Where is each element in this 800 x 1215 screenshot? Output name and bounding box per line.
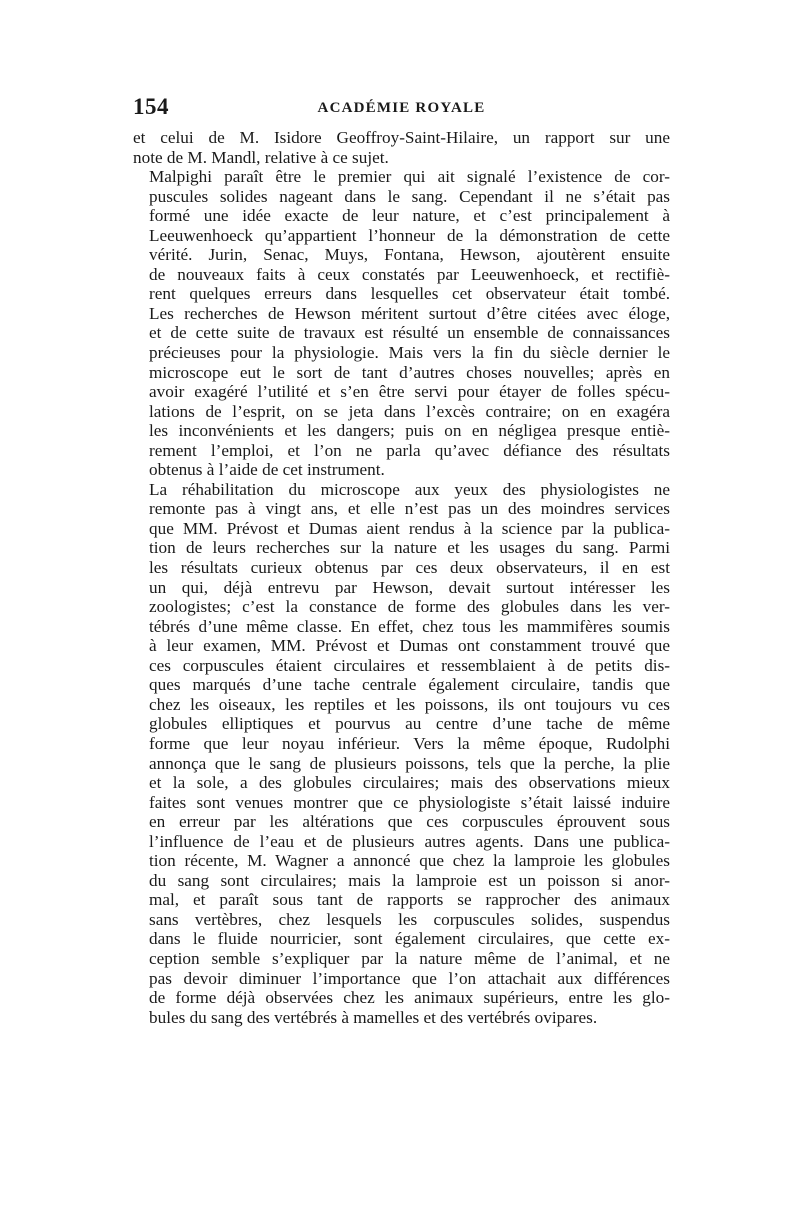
text-line: formé une idée exacte de leur nature, et c’est principalement à: [149, 206, 670, 226]
text-line: Les recherches de Hewson méritent surtout d’être citées avec éloge,: [149, 303, 670, 323]
page-number: 154: [133, 94, 169, 119]
paragraph: [133, 480, 670, 1027]
text-line: les résultats curieux obtenus par ces deux observateurs, il en est: [149, 558, 670, 578]
text-line: zoologistes; c’est la constance de forme des globules dans les ver-: [149, 597, 670, 617]
text-line: ques marqués d’une tache centrale également circulaire, tandis que: [149, 675, 670, 695]
text-line: du sang sont circulaires; mais la lamproie est un poisson si anor-: [149, 870, 670, 890]
paragraph: [133, 167, 670, 480]
text-line: dans le fluide nourricier, sont également circulaires, que cette ex-: [149, 929, 670, 949]
text-line: pas devoir diminuer l’importance que l’on attachait aux différences: [149, 968, 670, 988]
text-line: précieuses pour la physiologie. Mais vers la fin du siècle dernier le: [149, 343, 670, 363]
text-line: sans vertèbres, chez lesquels les corpuscules solides, suspendus: [149, 909, 670, 929]
text-line: note de M. Mandl, relative à ce sujet.: [133, 147, 389, 167]
text-line: microscope eut le sort de tant d’autres choses nouvelles; après en: [149, 362, 670, 382]
text-line: à leur examen, MM. Prévost et Dumas ont constamment trouvé que: [149, 636, 670, 656]
body-text: [133, 128, 670, 1027]
text-line: de forme déjà observées chez les animaux supérieurs, entre les glo-: [149, 988, 670, 1008]
text-line: les inconvénients et les dangers; puis on en négligea presque entiè-: [149, 421, 670, 441]
text-line: en erreur par les altérations que ces corpuscules éprouvent sous: [149, 812, 670, 832]
text-line: tion récente, M. Wagner a annoncé que chez la lamproie les globules: [149, 851, 670, 871]
text-line: La réhabilitation du microscope aux yeux des physiologistes ne: [149, 479, 670, 499]
text-line: rement l’emploi, et l’on ne parla qu’avec défiance des résultats: [149, 440, 670, 460]
text-line: l’influence de l’eau et de plusieurs autres agents. Dans une publica-: [149, 831, 670, 851]
text-line: annonça que le sang de plusieurs poissons, tels que la perche, la plie: [149, 753, 670, 773]
text-line: que MM. Prévost et Dumas aient rendus à la science par la publica-: [149, 518, 670, 538]
text-line: lations de l’esprit, on se jeta dans l’excès contraire; on en exagéra: [149, 401, 670, 421]
text-line: rent quelques erreurs dans lesquelles cet observateur était tombé.: [149, 284, 670, 304]
text-line: chez les oiseaux, les reptiles et les poissons, ils ont toujours vu ces: [149, 694, 670, 714]
paragraph: [133, 128, 670, 167]
text-line: et celui de M. Isidore Geoffroy-Saint-Hilaire, un rapport sur une: [133, 128, 670, 147]
text-line: forme que leur noyau inférieur. Vers la même époque, Rudolphi: [149, 733, 670, 753]
text-line: tébrés d’une même classe. En effet, chez tous les mammifères soumis: [149, 616, 670, 636]
text-line: bules du sang des vertébrés à mamelles et des vertébrés ovipares.: [149, 1007, 598, 1027]
text-line: tion de leurs recherches sur la nature et les usages du sang. Parmi: [149, 538, 670, 558]
text-line: ception semble s’expliquer par la nature même de l’animal, et ne: [149, 948, 670, 968]
text-line: avoir exagéré l’utilité et s’en être servi pour étayer de folles spécu-: [149, 382, 670, 402]
text-line: ces corpuscules étaient circulaires et ressemblaient à de petits dis-: [149, 655, 670, 675]
text-line: Malpighi paraît être le premier qui ait signalé l’existence de cor-: [149, 167, 670, 187]
running-head: ACADÉMIE ROYALE: [317, 100, 486, 116]
text-line: et de cette suite de travaux est résulté un ensemble de connaissances: [149, 323, 670, 343]
text-line: remonte pas à vingt ans, et elle n’est pas un des moindres services: [149, 499, 670, 519]
text-line: de nouveaux faits à ceux constatés par Leeuwenhoeck, et rectifiè-: [149, 264, 670, 284]
page-header: [133, 94, 670, 124]
text-line: et la sole, a des globules circulaires; mais des observations mieux: [149, 773, 670, 793]
text-line: vérité. Jurin, Senac, Muys, Fontana, Hewson, ajoutèrent ensuite: [149, 245, 670, 265]
text-line: obtenus à l’aide de cet instrument.: [149, 460, 385, 480]
text-line: un qui, déjà entrevu par Hewson, devait surtout intéresser les: [149, 577, 670, 597]
text-line: mal, et paraît sous tant de rapports se rapprocher des animaux: [149, 890, 670, 910]
text-line: Leeuwenhoeck qu’appartient l’honneur de la démonstration de cette: [149, 225, 670, 245]
text-line: faites sont venues montrer que ce physiologiste s’était laissé induire: [149, 792, 670, 812]
text-line: puscules solides nageant dans le sang. Cependant il ne s’était pas: [149, 186, 670, 206]
text-line: globules elliptiques et pourvus au centre d’une tache de même: [149, 714, 670, 734]
